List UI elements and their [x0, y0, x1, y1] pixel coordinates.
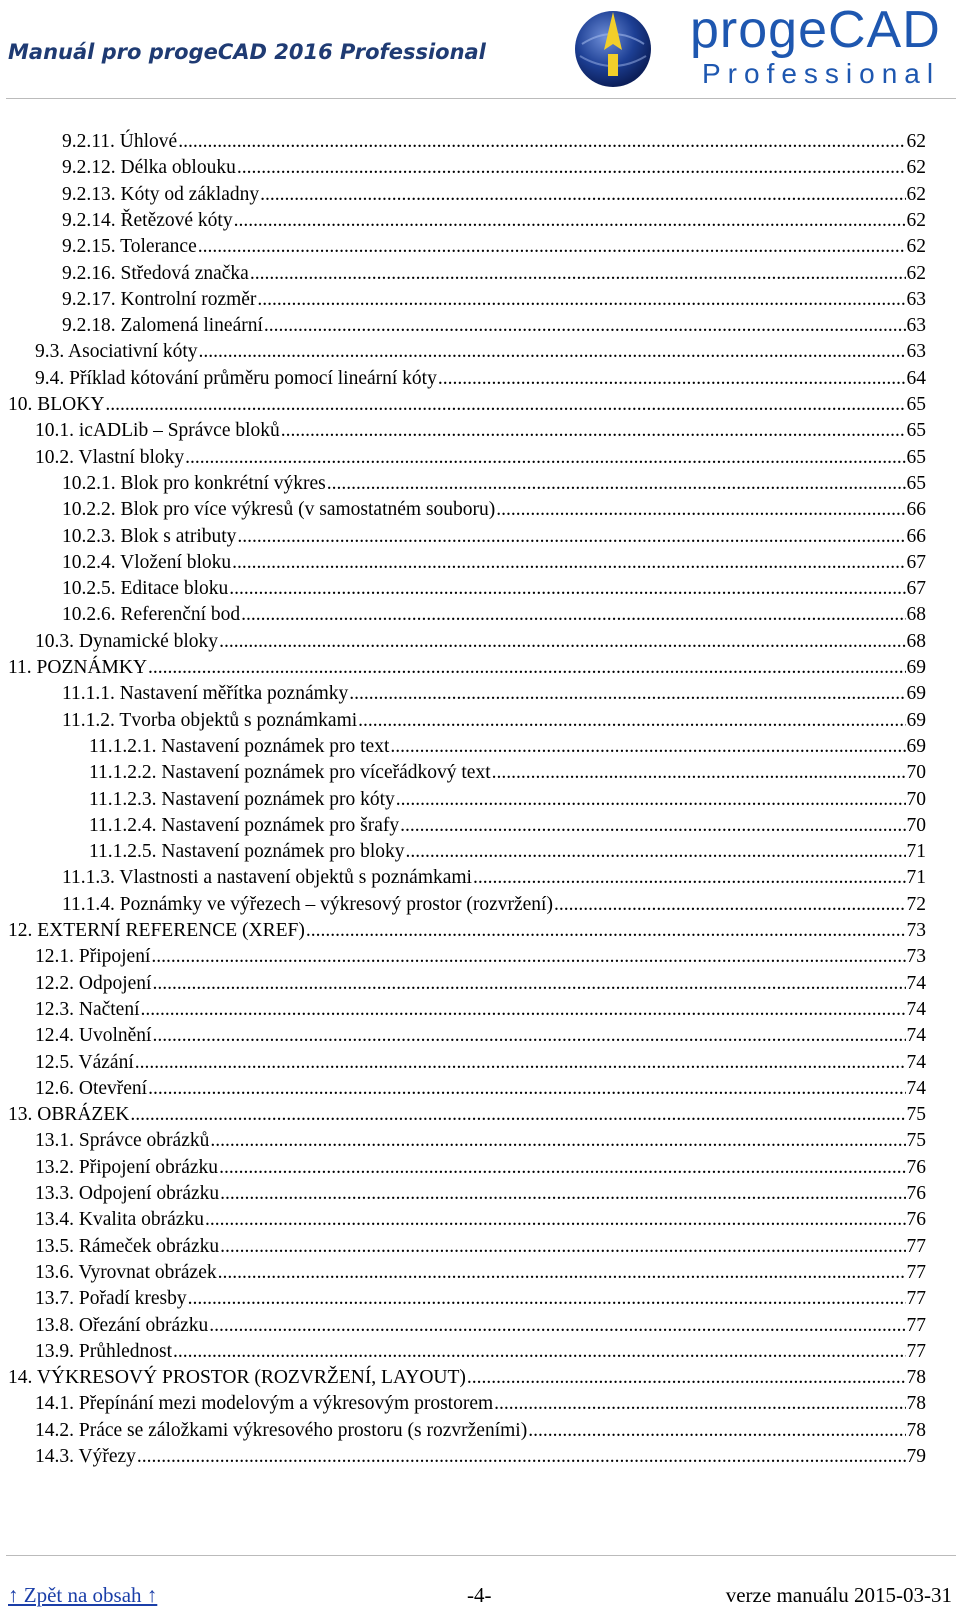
- toc-entry[interactable]: [35, 1022, 928, 1049]
- toc-entry-page: 62: [906, 131, 926, 152]
- toc-entry[interactable]: [62, 864, 928, 891]
- back-to-contents-link[interactable]: ↑ Zpět na obsah ↑: [8, 1583, 158, 1607]
- toc-entry[interactable]: [8, 654, 928, 681]
- toc-entry-title: 12.5. Vázání: [35, 1051, 134, 1073]
- toc-entry-page: 63: [906, 315, 926, 337]
- toc-entry[interactable]: [35, 1390, 928, 1417]
- toc-entry[interactable]: [89, 786, 928, 813]
- toc-entry-page: 62: [906, 209, 926, 231]
- toc-entry[interactable]: [35, 1233, 928, 1260]
- toc-entry[interactable]: [35, 1443, 928, 1470]
- toc-entry[interactable]: [62, 601, 928, 628]
- toc-leader-dots: [152, 970, 905, 997]
- toc-entry-page: 64: [906, 367, 926, 389]
- toc-entry-title: 9.4. Příklad kótování průměru pomocí lineární kóty: [35, 367, 437, 389]
- toc-entry-title: 11.1.2.3. Nastavení poznámek pro kóty: [89, 788, 395, 810]
- toc-leader-dots: [148, 1075, 905, 1102]
- toc-entry-title: 13.6. Vyrovnat obrázek: [35, 1261, 217, 1283]
- toc-entry-title: 13.5. Rámeček obrázku: [35, 1235, 220, 1257]
- toc-leader-dots: [406, 838, 906, 865]
- toc-entry-page: 65: [906, 420, 926, 442]
- toc-entry-page: 76: [906, 1183, 926, 1204]
- toc-entry[interactable]: [62, 707, 928, 734]
- toc-leader-dots: [250, 260, 906, 287]
- toc-leader-dots: [349, 680, 905, 707]
- toc-entry-page: 74: [906, 972, 926, 994]
- toc-entry-title: 13.9. Průhlednost: [35, 1340, 173, 1362]
- toc-entry-page: 62: [906, 262, 926, 284]
- toc-leader-dots: [137, 1443, 906, 1470]
- toc-entry-title: 9.2.13. Kóty od základny: [62, 183, 260, 205]
- toc-entry-title: 9.2.18. Zalomená lineární: [62, 315, 263, 337]
- toc-leader-dots: [220, 1233, 905, 1260]
- toc-leader-dots: [105, 391, 905, 418]
- toc-leader-dots: [554, 891, 906, 918]
- toc-entry[interactable]: [62, 286, 928, 313]
- toc-leader-dots: [135, 1049, 906, 1076]
- toc-leader-dots: [438, 365, 906, 392]
- toc-entry[interactable]: [62, 233, 928, 260]
- toc-entry-title: 13.2. Připojení obrázku: [35, 1156, 219, 1178]
- toc-entry-page: 69: [906, 657, 926, 678]
- toc-entry-title: 12.4. Uvolnění: [35, 1025, 152, 1047]
- toc-leader-dots: [281, 417, 906, 444]
- toc-entry[interactable]: [35, 1417, 928, 1444]
- toc-entry-page: 65: [906, 446, 926, 468]
- toc-leader-dots: [473, 864, 906, 891]
- toc-entry[interactable]: [62, 523, 928, 550]
- toc-entry-title: 9.3. Asociativní kóty: [35, 341, 198, 363]
- manual-version: verze manuálu 2015-03-31: [725, 1583, 952, 1607]
- toc-entry-title: 11. POZNÁMKY: [8, 657, 148, 678]
- toc-entry[interactable]: [89, 733, 928, 760]
- toc-entry[interactable]: [35, 1312, 928, 1339]
- toc-entry[interactable]: [35, 1127, 928, 1154]
- document-title: Manuál pro progeCAD 2016 Professional: [8, 40, 486, 64]
- page-number: -4-: [467, 1583, 492, 1607]
- toc-entry-title: 10.2.5. Editace bloku: [62, 578, 229, 600]
- toc-entry[interactable]: [62, 680, 928, 707]
- toc-entry-page: 62: [906, 157, 926, 179]
- toc-entry[interactable]: [8, 1364, 928, 1391]
- toc-entry[interactable]: [35, 1259, 928, 1286]
- toc-leader-dots: [327, 470, 906, 497]
- toc-entry-page: 70: [906, 814, 926, 836]
- toc-entry-page: 79: [906, 1446, 926, 1467]
- toc-entry[interactable]: [62, 496, 928, 523]
- toc-entry-title: 11.1.2.4. Nastavení poznámek pro šrafy: [89, 814, 400, 836]
- toc-entry-page: 68: [906, 630, 926, 652]
- toc-entry-title: 10.2.4. Vložení bloku: [62, 551, 232, 573]
- toc-entry-page: 68: [906, 604, 926, 626]
- toc-entry-page: 63: [906, 288, 926, 310]
- toc-entry-title: 10.1. icADLib – Správce bloků: [35, 420, 280, 442]
- toc-leader-dots: [494, 1390, 905, 1417]
- brand-name: progeCAD: [690, 1, 941, 59]
- toc-leader-dots: [234, 207, 906, 234]
- toc-entry[interactable]: [8, 917, 928, 944]
- toc-entry-page: 70: [906, 788, 926, 810]
- toc-entry[interactable]: [62, 181, 928, 208]
- toc-leader-dots: [400, 812, 905, 839]
- toc-entry-page: 75: [906, 1104, 926, 1126]
- toc-leader-dots: [148, 654, 905, 681]
- toc-entry-page: 74: [906, 1051, 926, 1073]
- toc-entry-title: 14.3. Výřezy: [35, 1446, 136, 1467]
- toc-entry[interactable]: [62, 154, 928, 181]
- toc-entry[interactable]: [35, 1338, 928, 1365]
- toc-entry[interactable]: [35, 338, 928, 365]
- toc-entry-page: 62: [906, 183, 926, 205]
- header-divider: [6, 98, 956, 99]
- toc-entry[interactable]: [35, 943, 928, 970]
- toc-entry[interactable]: [8, 1101, 928, 1128]
- toc-entry-title: 10.2.1. Blok pro konkrétní výkres: [62, 472, 326, 494]
- toc-entry[interactable]: [8, 391, 928, 418]
- toc-entry[interactable]: [35, 1180, 928, 1207]
- toc-entry-title: 9.2.14. Řetězové kóty: [62, 209, 233, 231]
- toc-entry-title: 13.3. Odpojení obrázku: [35, 1183, 220, 1204]
- toc-entry-page: 62: [906, 236, 926, 258]
- toc-entry-title: 11.1.2.1. Nastavení poznámek pro text: [89, 735, 390, 757]
- toc-entry-page: 78: [906, 1393, 926, 1415]
- toc-leader-dots: [492, 759, 906, 786]
- toc-entry-title: 13.4. Kvalita obrázku: [35, 1209, 204, 1231]
- toc-leader-dots: [210, 1127, 905, 1154]
- toc-leader-dots: [496, 496, 905, 523]
- toc-entry-title: 10.2.2. Blok pro více výkresů (v samostatném souboru): [62, 499, 496, 521]
- toc-entry[interactable]: [89, 812, 928, 839]
- toc-leader-dots: [173, 1338, 905, 1365]
- toc-entry[interactable]: [35, 628, 928, 655]
- toc-entry-title: 11.1.4. Poznámky ve výřezech – výkresový prostor (rozvržení): [62, 893, 553, 915]
- toc-leader-dots: [232, 549, 905, 576]
- toc-leader-dots: [218, 1259, 906, 1286]
- toc-entry-page: 66: [906, 525, 926, 547]
- toc-entry-title: 10. BLOKY: [8, 394, 105, 415]
- toc-entry-title: 14.2. Práce se záložkami výkresového prostoru (s rozvrženími): [35, 1419, 528, 1441]
- toc-entry[interactable]: [35, 1075, 928, 1102]
- toc-leader-dots: [199, 338, 906, 365]
- toc-entry[interactable]: [35, 1285, 928, 1312]
- toc-leader-dots: [130, 1101, 905, 1128]
- toc-entry[interactable]: [62, 128, 928, 155]
- toc-leader-dots: [151, 943, 905, 970]
- toc-entry-page: 77: [906, 1261, 926, 1283]
- toc-leader-dots: [237, 523, 905, 550]
- toc-entry[interactable]: [35, 1154, 928, 1181]
- toc-leader-dots: [198, 233, 906, 260]
- toc-leader-dots: [205, 1206, 906, 1233]
- toc-entry-title: 9.2.15. Tolerance: [62, 236, 197, 258]
- toc-entry-page: 69: [906, 683, 926, 705]
- toc-entry-page: 66: [906, 499, 926, 521]
- toc-leader-dots: [358, 707, 905, 734]
- toc-entry-page: 69: [906, 735, 926, 757]
- toc-leader-dots: [264, 312, 906, 339]
- toc-leader-dots: [260, 181, 905, 208]
- toc-entry-title: 14. VÝKRESOVÝ PROSTOR (ROZVRŽENÍ, LAYOUT): [8, 1367, 466, 1389]
- toc-leader-dots: [219, 1154, 905, 1181]
- toc-entry-title: 11.1.2.5. Nastavení poznámek pro bloky: [89, 841, 405, 863]
- brand-subtitle: Professional: [702, 58, 941, 89]
- toc-entry-page: 78: [906, 1367, 926, 1389]
- toc-entry[interactable]: [89, 759, 928, 786]
- toc-entry-title: 13.1. Správce obrázků: [35, 1130, 210, 1152]
- toc-leader-dots: [188, 1285, 906, 1312]
- toc-leader-dots: [237, 154, 906, 181]
- toc-entry-page: 77: [906, 1314, 926, 1336]
- toc-entry-title: 13. OBRÁZEK: [8, 1104, 130, 1126]
- toc-leader-dots: [152, 1022, 905, 1049]
- toc-leader-dots: [257, 286, 905, 313]
- page-header: [0, 0, 960, 98]
- toc-entry-title: 12.2. Odpojení: [35, 972, 152, 994]
- toc-entry-title: 9.2.16. Středová značka: [62, 262, 249, 284]
- toc-entry[interactable]: [35, 365, 928, 392]
- toc-entry-title: 9.2.12. Délka oblouku: [62, 157, 236, 179]
- toc-entry-page: 74: [906, 1025, 926, 1047]
- toc-entry-title: 11.1.2. Tvorba objektů s poznámkami: [62, 709, 358, 731]
- toc-leader-dots: [396, 786, 906, 813]
- toc-entry[interactable]: [35, 970, 928, 997]
- toc-entry-page: 67: [906, 551, 926, 573]
- toc-entry[interactable]: [62, 575, 928, 602]
- toc-entry-title: 12.1. Připojení: [35, 946, 151, 968]
- toc-entry-page: 77: [906, 1288, 926, 1310]
- toc-entry[interactable]: [35, 417, 928, 444]
- toc-entry-title: 10.3. Dynamické bloky: [35, 630, 219, 652]
- toc-entry-page: 65: [906, 472, 926, 494]
- toc-entry-page: 77: [906, 1340, 926, 1362]
- toc-entry-title: 11.1.2.2. Nastavení poznámek pro víceřádkový text: [89, 762, 491, 784]
- toc-entry-title: 12.3. Načtení: [35, 998, 140, 1020]
- toc-entry[interactable]: [62, 207, 928, 234]
- toc-entry-page: 74: [906, 1077, 926, 1099]
- toc-entry-page: 65: [906, 394, 926, 415]
- toc-entry-page: 69: [906, 709, 926, 731]
- toc-entry-title: 14.1. Přepínání mezi modelovým a výkresovým prostorem: [35, 1393, 494, 1415]
- toc-entry[interactable]: [35, 1206, 928, 1233]
- toc-entry-page: 74: [906, 998, 926, 1020]
- toc-entry[interactable]: [62, 260, 928, 287]
- toc-entry[interactable]: [35, 996, 928, 1023]
- toc-entry[interactable]: [89, 838, 928, 865]
- toc-entry-page: 73: [906, 946, 926, 968]
- toc-entry-title: 13.7. Pořadí kresby: [35, 1288, 187, 1310]
- toc-entry-page: 71: [906, 841, 926, 863]
- toc-entry[interactable]: [62, 891, 928, 918]
- toc-entry-title: 10.2.6. Referenční bod: [62, 604, 241, 626]
- toc-entry-title: 12.6. Otevření: [35, 1077, 148, 1099]
- toc-entry-title: 13.8. Ořezání obrázku: [35, 1314, 209, 1336]
- toc-entry-title: 9.2.11. Úhlové: [62, 131, 178, 152]
- toc-entry-page: 63: [906, 341, 926, 363]
- toc-entry-page: 70: [906, 762, 926, 784]
- toc-leader-dots: [241, 601, 905, 628]
- progecad-globe-logo-icon: [570, 4, 656, 90]
- toc-leader-dots: [528, 1417, 905, 1444]
- toc-entry-page: 76: [906, 1156, 926, 1178]
- toc-leader-dots: [209, 1312, 905, 1339]
- footer-divider: [6, 1555, 956, 1556]
- toc-entry[interactable]: [35, 444, 928, 471]
- toc-leader-dots: [467, 1364, 906, 1391]
- toc-entry-title: 9.2.17. Kontrolní rozměr: [62, 288, 257, 310]
- toc-leader-dots: [178, 128, 905, 155]
- toc-entry-page: 73: [906, 920, 926, 941]
- toc-entry-page: 77: [906, 1235, 926, 1257]
- toc-entry-title: 12. EXTERNÍ REFERENCE (XREF): [8, 920, 305, 941]
- toc-entry[interactable]: [62, 470, 928, 497]
- toc-leader-dots: [229, 575, 905, 602]
- toc-entry-page: 71: [906, 867, 926, 889]
- toc-entry-title: 11.1.3. Vlastnosti a nastavení objektů s poznámkami: [62, 867, 472, 889]
- toc-leader-dots: [219, 628, 905, 655]
- toc-entry[interactable]: [62, 549, 928, 576]
- toc-entry-title: 10.2.3. Blok s atributy: [62, 525, 237, 547]
- toc-entry-page: 67: [906, 578, 926, 600]
- toc-entry-title: 11.1.1. Nastavení měřítka poznámky: [62, 683, 349, 705]
- toc-leader-dots: [390, 733, 905, 760]
- toc-leader-dots: [185, 444, 905, 471]
- toc-entry-page: 76: [906, 1209, 926, 1231]
- toc-entry-title: 10.2. Vlastní bloky: [35, 446, 185, 468]
- toc-entry[interactable]: [35, 1049, 928, 1076]
- toc-entry-page: 78: [906, 1419, 926, 1441]
- toc-leader-dots: [220, 1180, 905, 1207]
- toc-entry-page: 72: [906, 893, 926, 915]
- toc-leader-dots: [306, 917, 906, 944]
- toc-entry-page: 75: [906, 1130, 926, 1152]
- toc-leader-dots: [141, 996, 906, 1023]
- toc-entry[interactable]: [62, 312, 928, 339]
